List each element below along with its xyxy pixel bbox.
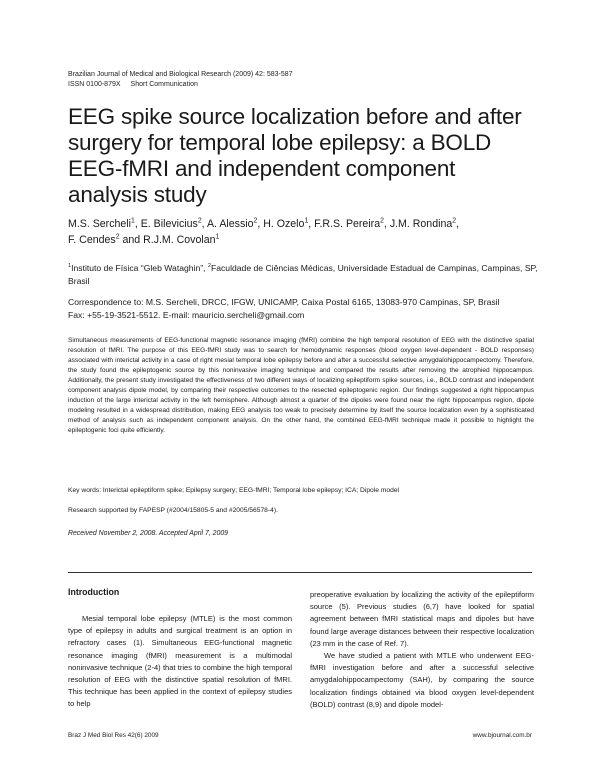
affiliation-1: Instituto de Física “Gleb Wataghin”, xyxy=(71,263,208,273)
body-column-right xyxy=(310,589,534,711)
paragraph: Mesial temporal lobe epilepsy (MTLE) is the most common type of epilepsy in adults and surgical treatment is an option in refractory cases (1). Simultaneous EEG-functional magnetic resonance imaging (fMRI) measurement is a multimodal noninvasive technique (2-4) that tries to combine the high temporal resolution of EEG with the distinctive spatial resolution of fMRI. This technique has been applied in the context of epilepsy studies to help xyxy=(68,614,292,709)
correspondence-address: Correspondence to: M.S. Sercheli, DRCC, IFGW, UNICAMP, Caixa Postal 6165, 13083-970 Campinas, SP, Brasil xyxy=(68,297,500,307)
author: H. Ozelo$^1$ xyxy=(263,217,309,230)
funding-note: Research supported by FAPESP (#2004/15805-5 and #2005/56578-4). xyxy=(68,507,278,514)
keywords: Key words: Interictal epileptiform spike; Epilepsy surgery; EEG-fMRI; Temporal lobe epilepsy; ICA; Dipole model xyxy=(68,487,400,494)
author: J.M. Rondina$^2$ xyxy=(389,217,457,230)
correspondence-contact: Fax: +55-19-3521-5512. E-mail: mauricio.sercheli@gmail.com xyxy=(68,309,305,320)
author: R.J.M. Covolan$^1$ xyxy=(143,233,220,246)
correspondence xyxy=(68,296,538,321)
journal-header xyxy=(68,70,293,90)
author: F. Cendes$^2$ xyxy=(68,233,120,246)
journal-issn-line xyxy=(68,80,293,90)
author: M.S. Sercheli$^1$ xyxy=(68,217,135,230)
introduction-heading: Introduction xyxy=(68,587,120,597)
footer-url[interactable]: www.bjournal.com.br xyxy=(472,732,532,739)
footer-citation: Braz J Med Biol Res 42(6) 2009 xyxy=(68,732,159,739)
body-column-left xyxy=(68,613,292,711)
affiliations: $^1$Instituto de Física “Gleb Wataghin”, $^2$Faculdade de Ciências Médicas, Universidade Estadual de Campinas, Campinas, SP, Brasil xyxy=(68,263,538,286)
author: E. Bilevicius$^2$ xyxy=(140,217,202,230)
article-title: EEG spike source localization before and after surgery for temporal lobe epilepsy: a BOLD EEG-fMRI and independent component analysis study xyxy=(68,104,522,207)
journal-citation: Brazilian Journal of Medical and Biological Research (2009) 42: 583-587 xyxy=(68,71,293,78)
paragraph: preoperative evaluation by localizing the activity of the epileptiform source (5). Previous studies (6,7) have looked for spatial agreement between fMRI statistical maps and dipoles but have found large average distances between their respective localization (23 mm in the case of Ref. 7). xyxy=(310,590,534,648)
journal-issn: ISSN 0100-879X xyxy=(68,81,121,88)
affiliation-2: Faculdade de Ciências Médicas, Universidade Estadual de Campinas, Campinas, SP, Brasil xyxy=(68,263,538,286)
author: F.R.S. Pereira$^2$ xyxy=(314,217,384,230)
paragraph: We have studied a patient with MTLE who underwent EEG-fMRI investigation before and after a successful selective amygdalohippocampectomy (SAH), by comparing the source localization findings obtained via blood oxygen level-dependent (BOLD) contrast (8,9) and dipole model- xyxy=(310,651,534,709)
abstract: Simultaneous measurements of EEG-functional magnetic resonance imaging (fMRI) combine the high temporal resolution of EEG with the distinctive spatial resolution of fMRI. The purpose of this EEG-fMRI study was to search for hemodynamic responses (blood oxygen level-dependent - BOLD responses) associated with interictal activity in a case of right mesial temporal lobe epilepsy before and after a successful selective amygdalohippocampectomy. Therefore, the study found the epileptogenic source by this noninvasive imaging technique and compared the results after removing the atrophied hippocampus. Additionally, the present study investigated the effectiveness of two different ways of localizing epileptiform spike sources, i.e., BOLD contrast and independent component analysis dipole model, by comparing their respective outcomes to the resected epileptogenic region. Our findings suggested a right hippocampus induction of the large interictal activity in the left hemisphere. Although almost a quarter of the dipoles were found near the right hippocampus region, dipole modeling resulted in a widespread distribution, making EEG analysis too weak to precisely determine by itself the source localization even by a sophisticated method of analysis such as independent component analysis. On the other hand, the combined EEG-fMRI technique made it possible to highlight the epileptogenic foci quite efficiently. xyxy=(68,337,534,434)
received-dates: Received November 2, 2008. Accepted April 7, 2009 xyxy=(68,530,228,537)
author: A. Alessio$^2$ xyxy=(206,217,258,230)
article-section: Short Communication xyxy=(130,81,198,88)
section-divider xyxy=(68,572,532,573)
author-list: M.S. Sercheli$^1$, E. Bilevicius$^2$, A. Alessio$^2$, H. Ozelo$^1$, F.R.S. Pereira$^2$, J.M. Rondina$^2$, F. Cendes$^2$ and R.J.M. Covolan$^1$ xyxy=(68,217,460,246)
